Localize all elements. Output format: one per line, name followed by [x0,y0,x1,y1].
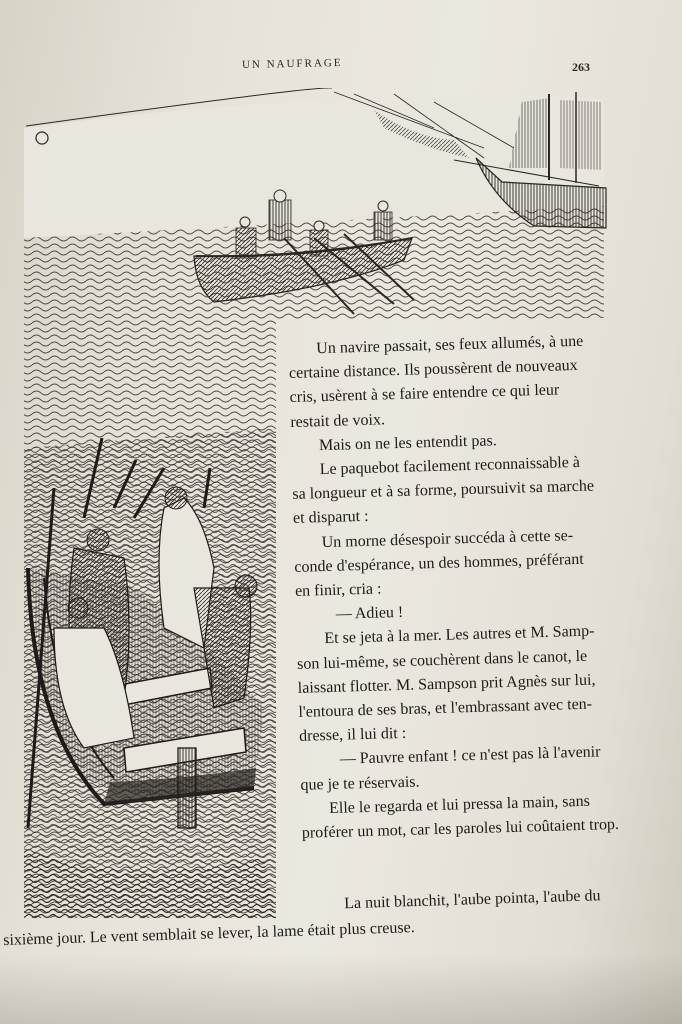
text-line: — Adieu ! [335,604,404,624]
page-shadow [0,954,682,1024]
text-line: dresse, il lui dit : [298,725,407,746]
text-line: cris, usèrent à se faire entendre ce qui leur [289,381,560,407]
text-line: son lui-même, se couchèrent dans le canot, le [296,647,588,673]
text-line: et disparut : [292,508,369,528]
text-line: Un morne désespoir succéda à cette se- [321,526,574,551]
text-line: conde d'espérance, un des hommes, préférant [294,550,584,576]
text-line: que je te réservais. [300,773,420,794]
text-line: Un navire passait, ses feux allumés, à une [316,332,584,358]
text-line: restait de voix. [290,410,386,431]
text-line: sixième jour. Le vent semblait se lever, la lame était plus creuse. [2,919,415,949]
text-line: Mais on ne les entendit pas. [318,432,497,454]
text-line: en finir, cria : [294,580,382,600]
text-line: La nuit blanchit, l'aube pointa, l'aube du [343,887,601,913]
text-line: — Pauvre enfant ! ce n'est pas là l'avenir [339,743,601,769]
text-line: l'entoura de ses bras, et l'embrassant avec ten- [298,695,593,721]
text-line: sa longueur et à sa forme, poursuivit sa marche [292,477,595,504]
text-line: laissant flotter. M. Sampson prit Agnès sur lui, [297,671,596,697]
text-line: Et se jeta à la mer. Les autres et M. Samp- [324,622,595,648]
text-line: Le paquebot facilement reconnaissable à [319,453,581,479]
text-line: certaine distance. Ils poussèrent de nouveaux [288,357,578,383]
running-title: UN NAUFRAGE [241,56,343,72]
page-number: 263 [572,60,590,74]
body-text [288,328,654,846]
text-line: proférer un mot, car les paroles lui coûtaient trop. [301,816,620,842]
text-line: Elle le regarda et lui pressa la main, sans [328,792,591,817]
